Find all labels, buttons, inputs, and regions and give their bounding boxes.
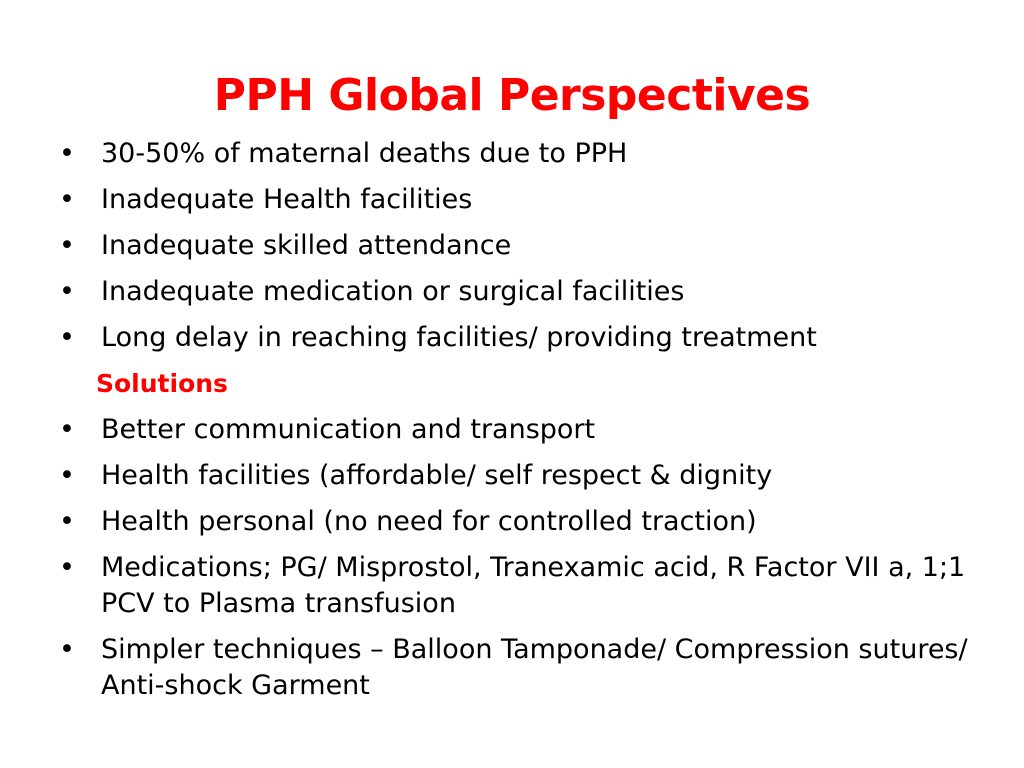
bullet-icon: •	[59, 276, 75, 307]
list-item	[56, 504, 986, 540]
bullet-icon: •	[59, 506, 75, 537]
list-item	[56, 550, 986, 622]
list-item-text: Better communication and transport	[101, 414, 596, 445]
list-item	[56, 228, 986, 264]
bullet-icon: •	[59, 230, 75, 261]
list-item	[56, 182, 986, 218]
bullet-list	[56, 136, 986, 714]
slide-title: PPH Global Perspectives	[213, 70, 811, 121]
bullet-icon: •	[59, 138, 75, 169]
list-item-text: Inadequate skilled attendance	[101, 230, 512, 261]
bullet-icon: •	[59, 414, 75, 445]
list-item-text: Long delay in reaching facilities/ providing treatment	[101, 322, 817, 353]
list-item-text: Health facilities (affordable/ self respect & dignity	[101, 460, 773, 491]
list-item-text: 30-50% of maternal deaths due to PPH	[101, 138, 628, 169]
list-item	[56, 136, 986, 172]
list-item-text: Health personal (no need for controlled traction)	[101, 506, 757, 537]
bullet-icon: •	[59, 184, 75, 215]
list-item	[56, 412, 986, 448]
bullet-icon: •	[59, 552, 75, 583]
list-item	[56, 632, 986, 704]
bullet-icon: •	[59, 322, 75, 353]
list-item	[56, 274, 986, 310]
bullet-icon: •	[59, 460, 75, 491]
list-item-text: Inadequate medication or surgical facilities	[101, 276, 685, 307]
list-item-text: Simpler techniques – Balloon Tamponade/ Compression sutures/ Anti-shock Garment	[101, 634, 968, 701]
solutions-heading: Solutions	[96, 369, 228, 398]
list-item-text: Medications; PG/ Misprostol, Tranexamic acid, R Factor VII a, 1;1 PCV to Plasma transfusion	[101, 552, 966, 619]
list-item-text: Inadequate Health facilities	[101, 184, 473, 215]
list-item	[56, 458, 986, 494]
list-item	[56, 320, 986, 356]
bullet-icon: •	[59, 634, 75, 665]
